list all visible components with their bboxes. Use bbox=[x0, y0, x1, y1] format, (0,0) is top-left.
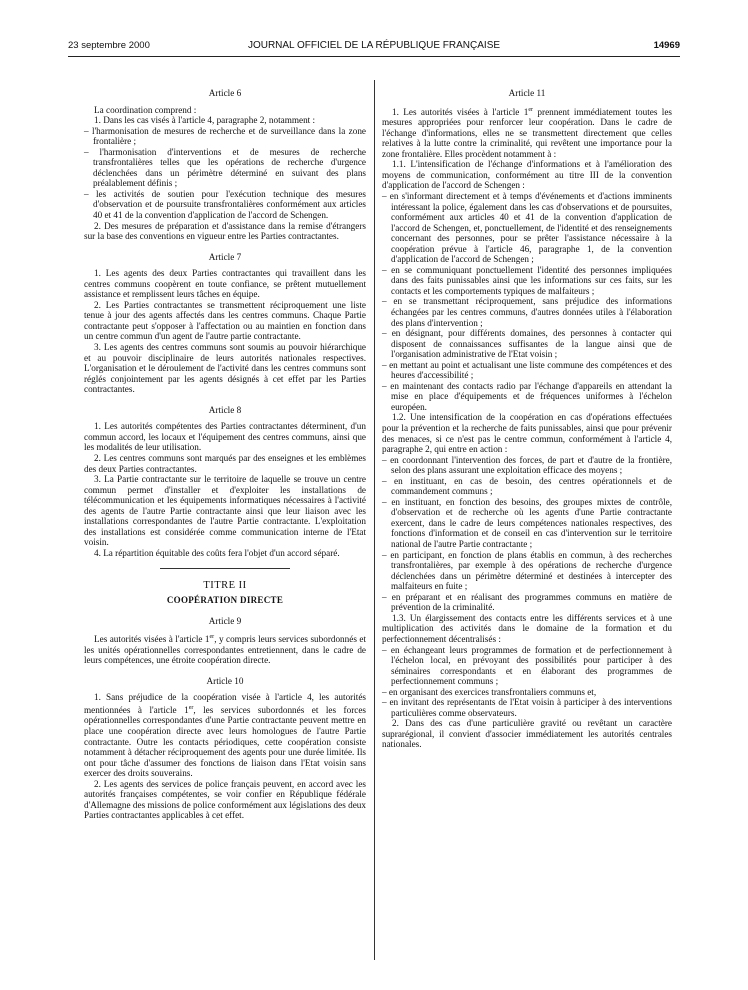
article-11-item: – en instituant, en fonction des besoins, des groupes mixtes de contrôle, d'observation et de recherche où les agents d'une Partie contractante exercent, dans le cadre de leurs compétences nationales respectives, des fonctions d'information et de conseil en cas d'intervention sur le territoire national de l'autre Partie contractante ; bbox=[382, 496, 672, 550]
article-11-item: – en invitant des représentants de l'Etat voisin à participer à des interventions particulières comme observateurs. bbox=[382, 697, 672, 718]
page-header bbox=[68, 40, 680, 54]
article-11-para-1-3: 1.3. Un élargissement des contacts entre les différents services et à une multiplication des activités dans le domaine de la formation et du perfectionnement décentralisés : bbox=[382, 612, 672, 644]
article-6-para-2: 2. Des mesures de préparation et d'assistance dans la remise d'étrangers sur la base des conventions en vigueur entre les Parties contractantes. bbox=[84, 220, 366, 242]
article-6-para-1: 1. Dans les cas visés à l'article 4, paragraphe 2, notamment : bbox=[94, 115, 316, 126]
article-9-title: Article 9 bbox=[208, 615, 242, 626]
article-11-item: – en se transmettant réciproquement, sans préjudice des informations échangées par les centres communs, d'autres données utiles à l'élaboration des plans d'intervention ; bbox=[382, 296, 672, 328]
header-date: 23 septembre 2000 bbox=[68, 40, 150, 51]
article-6-item: – l'harmonisation d'interventions et de mesures de recherche transfrontalières telles que les opérations de recherche d'urgence déclenchées dans un périmètre déterminé en suivant des plans préalablement définis ; bbox=[84, 146, 366, 189]
article-7-para-1: 1. Les agents des deux Parties contractantes qui travaillent dans les centres communs coopèrent en toute confiance, se prêtent mutuellement assistance et remplissent leurs tâches en équipe. bbox=[84, 268, 366, 300]
article-7-para-3: 3. Les agents des centres communs sont soumis au pouvoir hiérarchique et au pouvoir disciplinaire de leurs autorités nationales respectives. L'organisation et le déroulement de l'activité dans les centres communs sont réglés conjointement par les agents désignés à cet effet par les Parties contractantes. bbox=[84, 342, 366, 395]
article-11-para-1: 1. Les autorités visées à l'article 1er prennent immédiatement toutes les mesures appropriées pour renforcer leur coopération. Dans le cadre de l'échange d'informations, elles ne se transmettent directement que celles relatives à la lutte contre la criminalité, qui revêtent une importance pour la zone frontalière. Elles procèdent notamment à : bbox=[382, 106, 672, 159]
article-11-title: Article 11 bbox=[508, 88, 546, 98]
article-7-title: Article 7 bbox=[208, 251, 242, 262]
article-11-para-1-2: 1.2. Une intensification de la coopération en cas d'opérations effectuées pour la prévention et la recherche de faits punissables, ainsi que pour prévenir des menaces, si ce n'est pas le centre commun, conformément à l'article 4, paragraphe 2, qui entre en action : bbox=[382, 412, 672, 455]
article-11-item: – en s'informant directement et à temps d'événements et d'actions imminents intéressant la police, également dans les cas d'observations et de poursuites, conformément aux articles 40 et 41 de la convention d'application de l'accord de Schengen, et, ponctuellement, de l'identité et des renseignements concernant des personnes, pour se prêter l'assistance nécessaire à la coopération prévue à l'article 46, paragraphe 1, de la convention d'application de l'accord de Schengen ; bbox=[382, 190, 672, 265]
article-10-title: Article 10 bbox=[206, 675, 244, 686]
article-8-para-3: 3. La Partie contractante sur le territoire de laquelle se trouve un centre commun permet d'installer et d'exploiter les installations de télécommunication et les équipements informatiques nécessaires à l'activité des agents de l'autre Partie contractante ainsi que leur liaison avec les installations correspondantes de l'autre Partie contractante. L'exploitation des installations est considérée comme communication interne de l'Etat voisin. bbox=[84, 474, 366, 548]
article-6-intro: La coordination comprend : bbox=[94, 104, 197, 115]
article-11-item: – en maintenant des contacts radio par l'échange d'appareils en attendant la mise en place d'équipements et de fréquences uniformes à l'échelon européen. bbox=[382, 380, 672, 412]
header-page-number: 14969 bbox=[653, 40, 680, 51]
article-10-para-2: 2. Les agents des services de police français peuvent, en accord avec les autorités françaises compétentes, se voir confier en République fédérale d'Allemagne des missions de police conformément aux législations des deux Parties contractantes applicables à cet effet. bbox=[84, 778, 366, 821]
article-11-item: – en participant, en fonction de plans établis en commun, à des recherches transfrontalières, par exemple à des opérations de recherche d'urgence déclenchées dans un périmètre déterminé et destinées à intercepter des malfaiteurs en fuite ; bbox=[382, 549, 672, 592]
right-column bbox=[382, 88, 672, 750]
article-11-item: – en organisant des exercices transfrontaliers communs et, bbox=[382, 686, 597, 697]
column-divider bbox=[374, 80, 375, 960]
article-8-para-2: 2. Les centres communs sont marqués par des enseignes et les emblèmes des deux Parties contractantes. bbox=[84, 452, 366, 474]
article-6-item: – les activités de soutien pour l'exécution technique des mesures d'observation et de poursuite transfrontalières conformément aux articles 40 et 41 de la convention d'application de l'accord de Schengen. bbox=[84, 188, 366, 221]
left-column bbox=[84, 88, 366, 821]
titre-heading: TITRE II bbox=[203, 580, 247, 592]
article-11-item: – en préparant et en réalisant des programmes communs en matière de prévention de la criminalité. bbox=[382, 591, 672, 613]
article-11-item: – en se communiquant ponctuellement l'identité des personnes impliquées dans des faits punissables ainsi que les informations sur ces faits, sur les contacts et les comportements typiques de malfaiteurs ; bbox=[382, 264, 672, 296]
article-11-para-1-1: 1.1. L'intensification de l'échange d'informations et à l'amélioration des moyens de communication, conformément au titre III de la convention d'application de l'accord de Schengen : bbox=[382, 159, 672, 191]
article-7-para-2: 2. Les Parties contractantes se transmettent réciproquement une liste tenue à jour des agents affectés dans les centres communs. Chaque Partie contractante peut s'opposer à l'affectation ou au maintien en fonction dans un centre commun d'un agent de l'autre partie contractante. bbox=[84, 299, 366, 342]
article-8-para-1: 1. Les autorités compétentes des Parties contractantes déterminent, d'un commun accord, les locaux et l'équipement des centres communs, ainsi que les modalités de leur utilisation. bbox=[84, 421, 366, 453]
article-6-item: – l'harmonisation de mesures de recherche et de surveillance dans la zone frontalière ; bbox=[84, 125, 366, 147]
article-11-item: – en désignant, pour différents domaines, des personnes à contacter qui disposent de connaissances suffisantes de la langue ainsi que de l'organisation administrative de l'Etat voisin ; bbox=[382, 328, 672, 360]
titre-separator bbox=[160, 568, 290, 569]
article-11-item: – en coordonnant l'intervention des forces, de part et d'autre de la frontière, selon des plans assurant une exploitation efficace des moyens ; bbox=[382, 454, 672, 476]
article-8-title: Article 8 bbox=[208, 404, 242, 415]
article-11-item: – en instituant, en cas de besoin, des centres opérationnels et de commandement communs ; bbox=[382, 475, 672, 497]
titre-subheading: COOPÉRATION DIRECTE bbox=[166, 594, 284, 605]
article-6-title: Article 6 bbox=[208, 88, 242, 98]
header-rule bbox=[68, 56, 680, 57]
article-9-para-1: Les autorités visées à l'article 1er, y compris leurs services subordonnés et les unités opérationnelles correspondantes entretiennent, dans le cadre de leurs compétences, une étroite coopération directe. bbox=[84, 634, 366, 666]
article-11-item: – en mettant au point et actualisant une liste commune des compétences et des heures d'accessibilité ; bbox=[382, 359, 672, 381]
article-11-para-2: 2. Dans des cas d'une particulière gravité ou revêtant un caractère suprarégional, il convient d'associer immédiatement les autorités centrales nationales. bbox=[382, 718, 672, 750]
header-journal-title: JOURNAL OFFICIEL DE LA RÉPUBLIQUE FRANÇAISE bbox=[247, 40, 501, 51]
article-10-para-1: 1. Sans préjudice de la coopération visée à l'article 4, les autorités mentionnées à l'article 1er, les services subordonnés et les forces opérationnelles correspondantes d'une Partie contractante peuvent mettre en place une coopération directe avec leurs homologues de l'autre Partie contractante. Outre les contacts périodiques, cette coopération consiste notamment à détacher réciproquement des agents pour une durée limitée. Ils ont pour tâche d'assumer des fonctions de liaison dans l'Etat voisin sans exercer des droits souverains. bbox=[84, 692, 366, 779]
article-8-para-4: 4. La répartition équitable des coûts fera l'objet d'un accord séparé. bbox=[94, 547, 340, 558]
article-11-item: – en échangeant leurs programmes de formation et de perfectionnement à l'échelon local, en prévoyant des possibilités pour participer à des séminaires correspondants et en élaborant des programmes de perfectionnement communs ; bbox=[382, 644, 672, 687]
